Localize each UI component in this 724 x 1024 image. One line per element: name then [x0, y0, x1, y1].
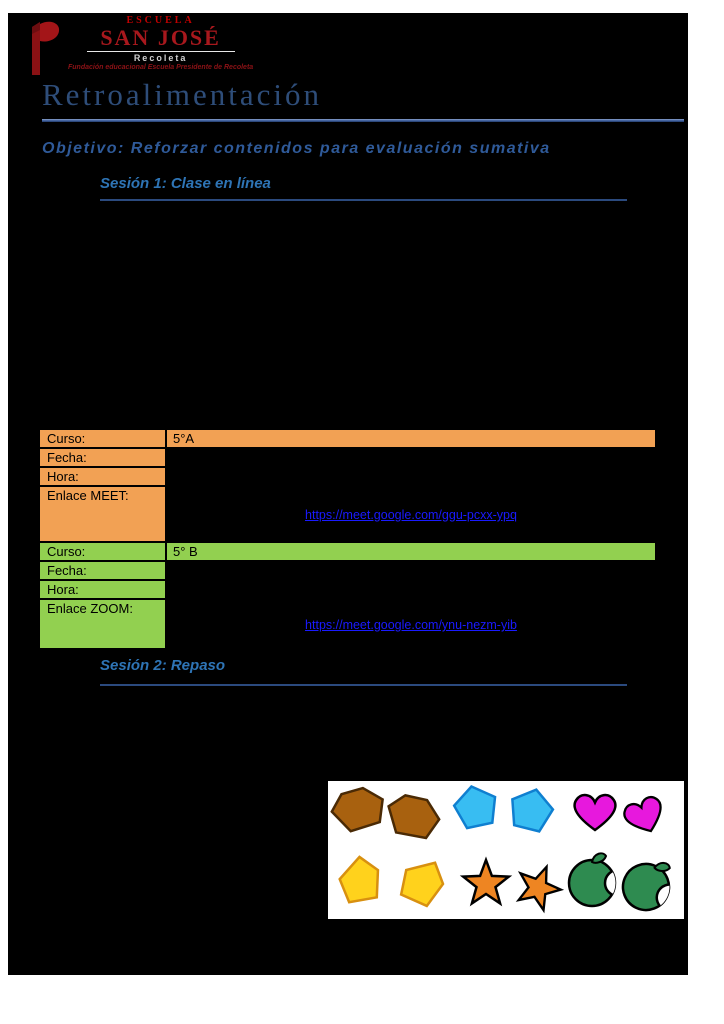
- enlace-meet-cell: [167, 487, 655, 543]
- blue-pentagon-shape: [451, 782, 500, 830]
- shapes-image: [328, 781, 684, 919]
- orange-star-shape: [511, 859, 567, 913]
- green-apple-shape: [569, 853, 631, 906]
- curso-value: 5°A: [167, 430, 655, 449]
- session1-rule: [100, 199, 627, 201]
- table-row: [40, 468, 655, 487]
- meet-link[interactable]: https://meet.google.com/ggu-pcxx-ypq: [305, 508, 517, 522]
- fecha-value: [167, 562, 655, 581]
- logo-foundation-line: Fundación educacional Escuela Presidente de Recoleta: [68, 64, 254, 72]
- hora-label: Hora:: [40, 581, 167, 600]
- table-row: [40, 430, 655, 449]
- table-row: [40, 449, 655, 468]
- session2-rule: [100, 684, 627, 686]
- hora-value: [167, 581, 655, 600]
- session2-heading: Sesión 2: Repaso: [100, 657, 226, 674]
- title-rule: [42, 119, 684, 122]
- objective-text: Objetivo: Reforzar contenidos para evaluación sumativa: [42, 140, 551, 157]
- fecha-label: Fecha:: [40, 562, 167, 581]
- yellow-pentagon-shape: [338, 855, 381, 903]
- brown-polygon-shape: [329, 786, 386, 834]
- blue-pentagon-shape: [506, 785, 556, 834]
- table-row: [40, 562, 655, 581]
- zoom-link[interactable]: https://meet.google.com/ynu-nezm-yib: [305, 618, 517, 632]
- school-logo-text: [68, 15, 253, 71]
- course-table-5a: [40, 430, 655, 543]
- logo-divider: [87, 51, 235, 52]
- orange-star-shape: [463, 860, 509, 903]
- curso-label: Curso:: [40, 430, 167, 449]
- fecha-label: Fecha:: [40, 449, 167, 468]
- course-table-5b: [40, 543, 655, 650]
- session1-heading: Sesión 1: Clase en línea: [100, 175, 271, 192]
- school-logo-monogram-icon: [20, 19, 64, 77]
- hora-value: [167, 468, 655, 487]
- table-row: [40, 543, 655, 562]
- logo-school-word: ESCUELA: [126, 15, 195, 26]
- enlace-meet-label: Enlace MEET:: [40, 487, 167, 543]
- yellow-pentagon-shape: [395, 852, 450, 909]
- curso-label: Curso:: [40, 543, 167, 562]
- curso-value: 5° B: [167, 543, 655, 562]
- fecha-value: [167, 449, 655, 468]
- table-row: [40, 487, 655, 543]
- hora-label: Hora:: [40, 468, 167, 487]
- brown-polygon-shape: [381, 788, 444, 844]
- enlace-zoom-cell: [167, 600, 655, 650]
- table-row: [40, 600, 655, 650]
- magenta-heart-shape: [575, 795, 616, 830]
- logo-location: Recoleta: [133, 53, 188, 64]
- school-logo: [20, 15, 253, 77]
- table-row: [40, 581, 655, 600]
- document-sheet: [8, 13, 688, 975]
- enlace-zoom-label: Enlace ZOOM:: [40, 600, 167, 650]
- page-title: Retroalimentación: [42, 77, 322, 112]
- magenta-heart-shape: [621, 794, 668, 838]
- green-apple-shape: [616, 851, 684, 919]
- logo-school-name: SAN JOSÉ: [100, 25, 221, 50]
